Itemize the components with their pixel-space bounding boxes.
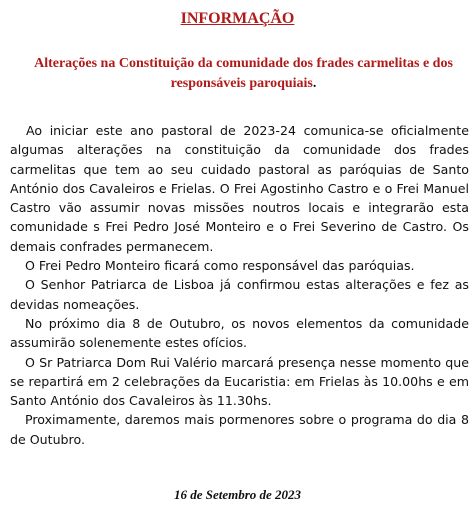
paragraph-announcement: Ao iniciar este ano pastoral de 2023-24 comunica-se oficialmente algumas alterações na constituição da comunidade dos frades carmelitas que tem ao seu cuidado pastoral as paróquias de Santo António dos Cavaleiros e Frielas. O Frei Agostinho Castro e o Frei Manuel Castro vão assumir novas missões noutros locais e integrarão esta comunidade s Frei Pedro José Monteiro e o Frei Severino de Castro. Os demais confrades permanecem. [10, 123, 469, 254]
paragraph-october-date: No próximo dia 8 de Outubro, os novos elementos da comunidade assumirão solenemente estes ofícios. [10, 315, 469, 351]
document-subtitle [20, 54, 467, 94]
paragraph-patriarch-confirmation: O Senhor Patriarca de Lisboa já confirmou estas alterações e fez as devidas nomeações. [10, 277, 469, 312]
document-date: 16 de Setembro de 2023 [173, 487, 302, 502]
document-body [10, 121, 469, 449]
document-title: INFORMAÇÃO [180, 10, 295, 27]
subtitle-text: Alterações na Constituição da comunidade dos frades carmelitas e dos responsáveis paroquiais [34, 56, 453, 91]
subtitle-period: . [312, 76, 317, 91]
paragraph-celebrations: O Sr Patriarca Dom Rui Valério marcará presença nesse momento que se repartirá em 2 celebrações da Eucaristia: em Frielas às 10.00hs e em Santo António dos Cavaleiros às 11.30hs. [10, 354, 469, 409]
paragraph-closing: Proximamente, daremos mais pormenores sobre o programa do dia 8 de Outubro. [10, 412, 469, 447]
paragraph-responsible: O Frei Pedro Monteiro ficará como responsável das paróquias. [25, 258, 415, 274]
